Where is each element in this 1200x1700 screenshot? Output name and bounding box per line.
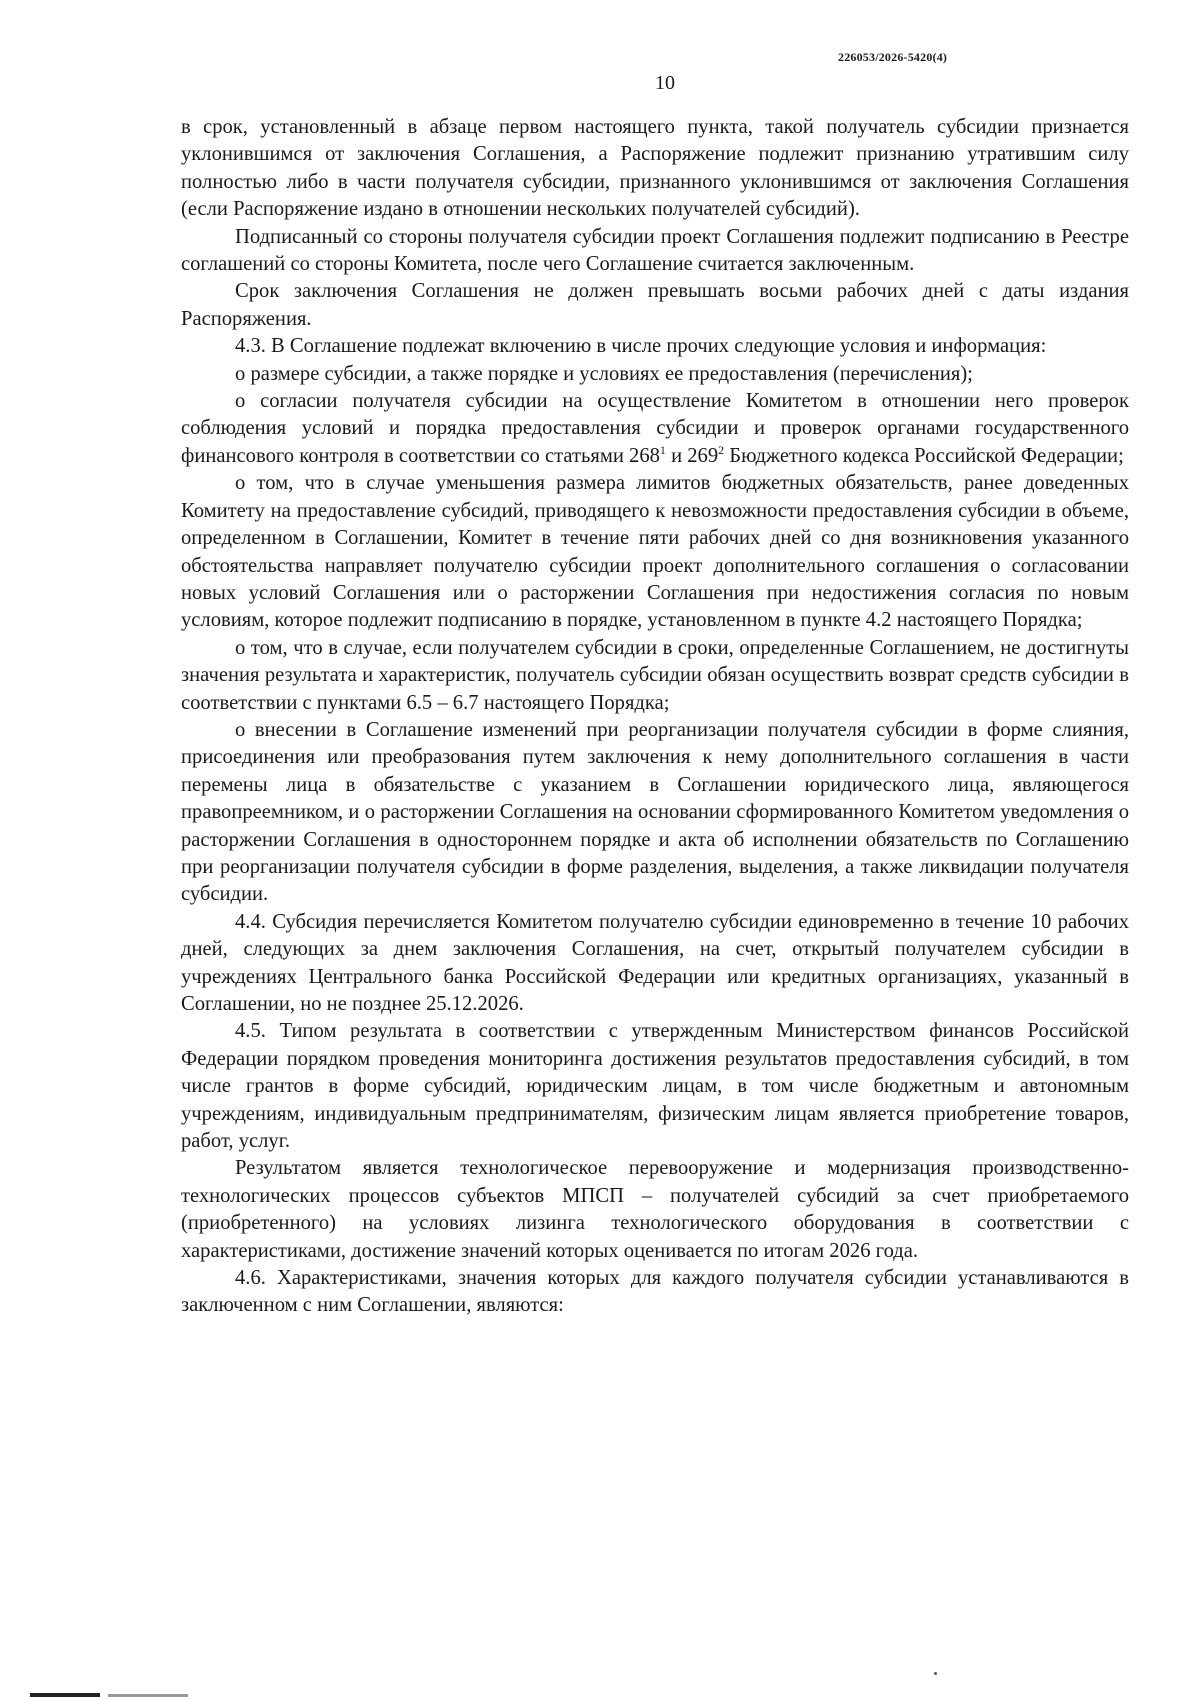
- paragraph-consent-text-b: и 269: [665, 444, 719, 467]
- paragraph-4-6: 4.6. Характеристиками, значения которых для каждого получателя субсидии устанавливаются в заключенном с ним Соглашении, являются:: [181, 1267, 1129, 1317]
- paragraph-consent-inspections: [181, 388, 1129, 470]
- superscript-1: 1: [659, 442, 666, 457]
- paragraph-4-4: 4.4. Субсидия перечисляется Комитетом получателю субсидии единовременно в течение 10 рабочих дней, следующих за днем заключения Соглашения, на счет, открытый получателем субсидии в учреждениях Центрального банка Российской Федерации или кредитных организациях, указанный в Соглашении, но не позднее 25.12.2026.: [181, 910, 1129, 1015]
- paragraph-reorganization: о внесении в Соглашение изменений при реорганизации получателя субсидии в форме слияния, присоединения или преобразования путем заключения к нему дополнительного соглашения в части перемены лица в обязательстве с указанием в Соглашении юридического лица, являющегося правопреемником, и о расторжении Соглашения на основании сформированного Комитетом уведомления о расторжении Соглашения в одностороннем порядке и акта об исполнении обязательств по Соглашению при реорганизации получателя субсидии в форме разделения, выделения, а также ликвидации получателя субсидии.: [181, 718, 1129, 906]
- paragraph-consent-text-c: Бюджетного кодекса Российской Федерации;: [724, 444, 1124, 467]
- paragraph-term: Срок заключения Соглашения не должен превышать восьми рабочих дней с даты издания Распоряжения.: [181, 280, 1129, 330]
- paragraph-continuation: в срок, установленный в абзаце первом настоящего пункта, такой получатель субсидии признается уклонившимся от заключения Соглашения, а Распоряжение подлежит признанию утратившим силу полностью либо в части получателя субсидии, признанного уклонившимся от заключения Соглашения (если Распоряжение издано в отношении нескольких получателей субсидий).: [181, 116, 1129, 221]
- document-body: [181, 114, 1129, 1320]
- scan-artifact-bar: [30, 1693, 100, 1697]
- paragraph-limits-reduction: о том, что в случае уменьшения размера лимитов бюджетных обязательств, ранее доведенных Комитету на предоставление субсидий, приводящего к невозможности предоставления субсидии в объеме, определенном в Соглашении, Комитет в течение пяти рабочих дней со дня возникновения указанного обстоятельства направляет получателю субсидии проект дополнительного соглашения о согласовании новых условий Соглашения или о расторжении Соглашения при недостижения согласия по новым условиям, которое подлежит подписанию в порядке, установленном в пункте 4.2 настоящего Порядка;: [181, 472, 1129, 632]
- paragraph-refund: о том, что в случае, если получателем субсидии в сроки, определенные Соглашением, не достигнуты значения результата и характеристик, получатель субсидии обязан осуществить возврат средств субсидии в соответствии с пунктами 6.5 – 6.7 настоящего Порядка;: [181, 636, 1129, 714]
- scan-artifact-dot: [934, 1672, 937, 1675]
- superscript-2: 2: [718, 442, 725, 457]
- paragraph-consent-text-a: о согласии получателя субсидии на осуществление Комитетом в отношении него проверок соблюдения условий и порядка предоставления субсидии и проверок органами государственного финансового контроля в соответствии со статьями 268: [181, 390, 1129, 467]
- paragraph-subsidy-amount: о размере субсидии, а также порядке и условиях ее предоставления (перечисления);: [235, 362, 973, 385]
- paragraph-4-5: 4.5. Типом результата в соответствии с утвержденным Министерством финансов Российской Федерации порядком проведения мониторинга достижения результатов предоставления субсидий, в том числе грантов в форме субсидий, юридическим лицам, в том числе бюджетным и автономным учреждениям, индивидуальным предпринимателям, физическим лицам является приобретение товаров, работ, услуг.: [181, 1020, 1129, 1153]
- paragraph-4-3: 4.3. В Соглашение подлежат включению в числе прочих следующие условия и информация:: [235, 335, 1047, 358]
- page-number: 10: [655, 72, 675, 94]
- paragraph-result: Результатом является технологическое перевооружение и модернизация производственно-технологических процессов субъектов МПСП – получателей субсидий за счет приобретаемого (приобретенного) на условиях лизинга технологического оборудования в соответствии с характеристиками, достижение значений которых оценивается по итогам 2026 года.: [181, 1157, 1129, 1262]
- scan-artifact-bar-light: [108, 1694, 188, 1697]
- document-registration-number: 226053/2026-5420(4): [838, 50, 948, 64]
- paragraph-signing: Подписанный со стороны получателя субсидии проект Соглашения подлежит подписанию в Реестре соглашений со стороны Комитета, после чего Соглашение считается заключенным.: [181, 225, 1129, 276]
